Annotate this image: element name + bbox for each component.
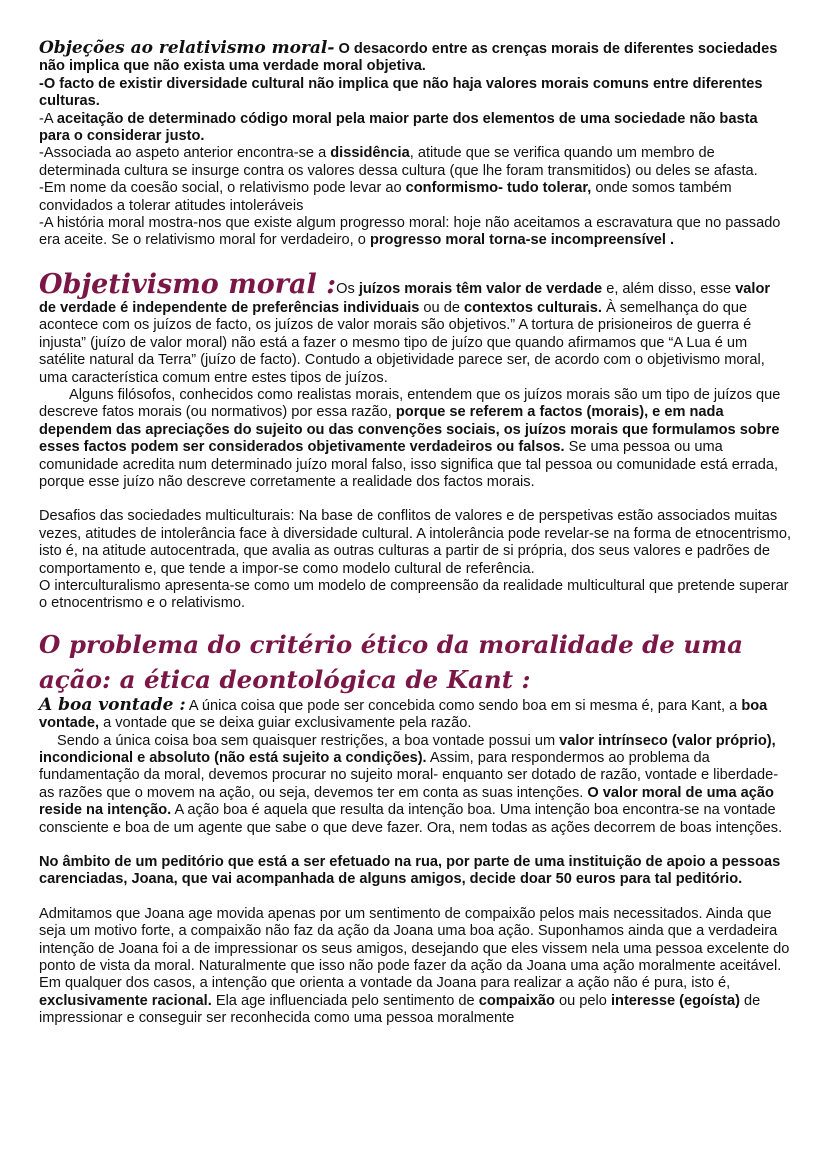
good-will-paragraph-2: Sendo a única coisa boa sem quaisquer restrições, a boa vontade possui um valor intrínseco (valor próprio), incondicional e absoluto (não está sujeito a condições). Assim, para respondermos ao problema da fundamentação da moral, devemos procurar no sujeito moral- enquanto ser dotado de razão, vontade e liberdade- as razões que o movem na ação, ou seja, devemos ter em conta as suas intenções. O valor moral de uma ação reside na intenção. A ação boa é aquela que resulta da intenção boa. Uma intenção boa encontra-se na vontade consciente e boa de um agente que sabe o que deve fazer. Ora, nem todas as ações decorrem de boas intenções.	[39, 732, 783, 836]
objections-intro-text: O desacordo entre as crenças morais de diferentes sociedades não implica que não exista uma verdade moral objetiva.	[39, 41, 778, 75]
multicultural-paragraph: Desafios das sociedades multiculturais: Na base de conflitos de valores e de perspetivas estão associados muitas vezes, atitudes de intolerância face à diversidade cultural. A intolerância pode revelar-se na forma de etnocentrismo, isto é, na atitude autocentrada, que avalia as outras culturas a partir de si própria, dos seus valores e padrões de comportamento e, que tende a impor-se como modelo cultural de referência.	[39, 508, 792, 577]
joana-paragraph: Admitamos que Joana age movida apenas por um sentimento de compaixão pelos mais necessitados. Ainda que seja um motivo forte, a compaixão não faz da ação da Joana uma boa ação. Suponhamos ainda que a verdadeira intenção de Joana foi a de impressionar os seus amigos, desejando que eles vissem nela uma pessoa excelente do ponto de vista da moral. Naturalmente que isso não pode fazer da ação da Joana uma ação moralmente aceitável. Em qualquer dos casos, a intenção que orienta a vontade da Joana para realizar a ação não é pura, isto é, exclusivamente racional. Ela age influenciada pelo sentimento de compaixão ou pelo interesse (egoísta) de impressionar e conseguir ser reconhecida como uma pessoa moralmente	[39, 905, 790, 1027]
good-will-heading: A boa vontade :	[39, 694, 186, 715]
document-page	[39, 40, 791, 1028]
objection-4: -Em nome da coesão social, o relativismo pode levar ao conformismo- tudo tolerar, onde somos também convidados a tolerar atitudes intoleráveis	[39, 180, 732, 214]
objections-intro	[39, 40, 791, 76]
objection-3: -Associada ao aspeto anterior encontra-se a dissidência, atitude que se verifica quando um membro de determinada cultura se insurge contra os valores dessa cultura (que lhe foram transmitidos) ou deles se afasta.	[39, 145, 758, 179]
objections-heading: Objeções ao relativismo moral-	[39, 38, 335, 58]
example-paragraph: No âmbito de um peditório que está a ser efetuado na rua, por parte de uma instituição de apoio a pessoas carenciadas, Joana, que vai acompanhada de alguns amigos, decide doar 50 euros para tal peditório.	[39, 854, 781, 888]
objectivism-heading: Objetivismo moral :	[39, 268, 337, 300]
objectivism-paragraph-2: Alguns filósofos, conhecidos como realistas morais, entendem que os juízos morais são um tipo de juízos que descreve fatos morais (ou normativos) por essa razão, porque se referem a factos (morais), e em nada dependem das apreciações do sujeito ou das convenções sociais, os juízos morais que formulamos sobre esses factos podem ser considerados objetivamente verdadeiros ou falsos. Se uma pessoa ou uma comunidade acredita num determinado juízo moral falso, isso significa que tal pessoa ou comunidade está errada, porque esse juízo não descreve corretamente a realidade dos factos morais.	[39, 386, 781, 490]
good-will-paragraph: A boa vontade : A única coisa que pode ser concebida como sendo boa em si mesma é, para Kant, a boa vontade, a vontade que se deixa guiar exclusivamente pela razão.	[39, 694, 768, 732]
objection-5: -A história moral mostra-nos que existe algum progresso moral: hoje não aceitamos a escravatura que no passado era aceite. Se o relativismo moral for verdadeiro, o progresso moral torna-se incompreensível .	[39, 215, 781, 249]
objectivism-paragraph-1: Objetivismo moral :Os juízos morais têm valor de verdade e, além disso, esse valor de verdade é independente de preferências individuais ou de contextos culturais. À semelhança do que acontece com os juízos de facto, os juízos de valor morais são objetivos.” A tortura de prisioneiros de guerra é injusta” (juízo de valor moral) não está a fazer o mesmo tipo de juízo que quando afirmamos que “A Lua é um satélite natural da Terra” (juízo de facto). Contudo a objetividade parece ser, de acordo com o objetivismo moral, uma característica comum entre estes tipos de juízos.	[39, 268, 771, 386]
kant-heading: O problema do critério ético da moralidade de uma ação: a ética deontológica de Kant :	[39, 629, 744, 694]
interculturalism-paragraph: O interculturalismo apresenta-se como um modelo de compreensão da realidade multicultural que pretende superar o etnocentrismo e o relativismo.	[39, 577, 789, 612]
objection-2: -A aceitação de determinado código moral pela maior parte dos elementos de uma sociedade não basta para o considerar justo.	[39, 110, 758, 145]
objection-1: -O facto de existir diversidade cultural não implica que não haja valores morais comuns entre diferentes culturas.	[39, 75, 763, 110]
